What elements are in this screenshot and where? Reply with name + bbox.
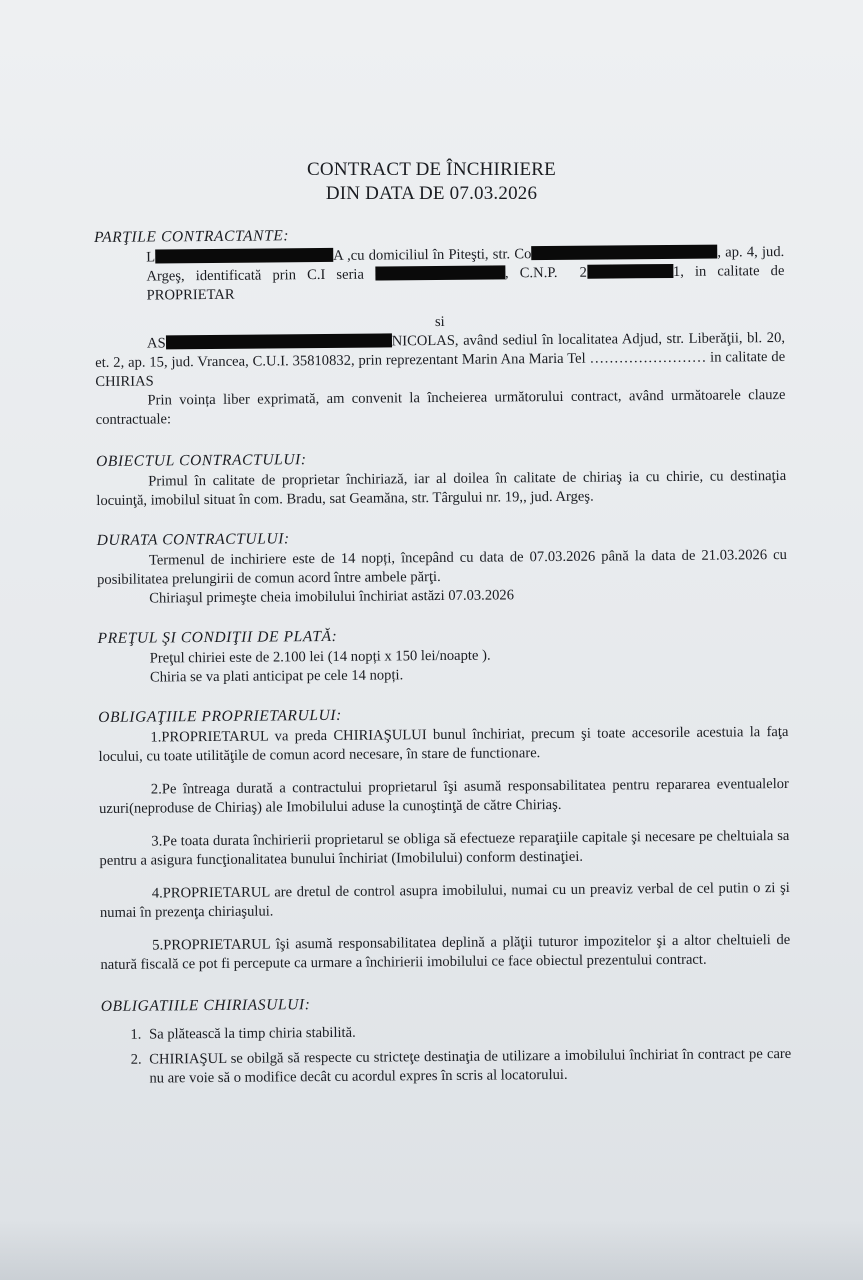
heading-duration: DURATA CONTRACTULUI: [96, 530, 290, 549]
price-text-1: Preţul chiriei este de 2.100 lei (14 nopți x 150 lei/noapte ). [149, 647, 491, 667]
heading-tenant-obligations: OBLIGATIILE CHIRIASULUI: [100, 996, 311, 1015]
party-tenant: AS NICOLAS, având sediul în localitatea Adjud, str. Liberăţii, bl. 20, et. 2, ap. 15, jud. Vrancea, C.U.I. 35810832, prin reprezentant Marin Ana Maria Tel …………………… in calitate de CHIRIAS [95, 329, 786, 390]
redaction-bar [531, 245, 717, 261]
object-text: Primul în calitate de proprietar închiriază, iar al doilea în calitate de chiriaş ia cu chirie, cu destinaţia locuinţă, imobilul situat în com. Bradu, sat Geamăna, str. Târgului nr. 19,, jud. Argeş. [96, 467, 787, 509]
tenant-obligations-list [101, 1020, 792, 1089]
heading-parties: PARŢILE CONTRACTANTE: [94, 227, 290, 246]
title-line-2: DIN DATA DE 07.03.2026 [325, 183, 538, 204]
title-line-1: CONTRACT DE ÎNCHIRIERE [307, 159, 556, 180]
heading-owner-obligations: OBLIGAŢIILE PROPRIETARULUI: [98, 706, 342, 726]
redaction-bar [587, 264, 673, 279]
redaction-bar [166, 333, 392, 349]
page-bottom-shadow [0, 1220, 863, 1280]
tenant-obligation-1: 1. Sa plătească la timp chiria stabilită. [145, 1020, 791, 1045]
redaction-bar [155, 248, 333, 264]
duration-text-2: Chiriaşul primeşte cheia imobilului închiriat astăzi 07.03.2026 [149, 587, 515, 607]
parties-agreement: Prin voința liber exprimată, am convenit la încheierea următorului contract, având următoarele clauze contractuale: [95, 386, 786, 428]
document-title [0, 158, 863, 206]
owner-obligation-3: 3.Pe toata durata închirierii proprietarul se obliga să efectueze reparaţiile capitale şi necesare pe cheltuiala sa pentru a asigura funcţionalitatea bunului închiriat (Imobilului) conform destinaţiei. [99, 827, 790, 869]
owner-obligation-4: 4.PROPRIETARUL are dretul de control asupra imobilului, numai cu un preaviz verbal de cel putin o zi şi numai în prezenţa chiriaşului. [99, 879, 790, 921]
heading-price: PREŢUL ŞI CONDIŢII DE PLATĂ: [97, 627, 338, 647]
owner-obligation-1: 1.PROPRIETARUL va preda CHIRIAŞULUI bunul închiriat, precum şi toate accesorile acestuia la faţa locului, cu toate utilităţile de comun acord necesare, în stare de functionare. [98, 723, 789, 765]
owner-obligation-2: 2.Pe întreaga durată a contractului proprietarul îşi asumă responsabilitatea pentru repararea eventualelor uzuri(neproduse de Chiriaş) ale Imobilului aduse la cunoştinţă de către Chiriaş. [99, 775, 789, 817]
document-body [94, 222, 792, 1095]
duration-text-1: Termenul de inchiriere este de 14 nopți, începând cu data de 07.03.2026 până la data de 21.03.2026 cu posibilitatea prelungirii de comun acord între ambele părţi. [97, 546, 787, 588]
conjunction-si: si [434, 313, 445, 331]
redaction-bar [375, 265, 505, 280]
price-text-2: Chiria se va plati anticipat pe cele 14 nopți. [149, 667, 404, 686]
heading-object: OBIECTUL CONTRACTULUI: [95, 451, 307, 470]
party-owner: L A ,cu domiciliul în Piteşti, str. Co , ap. 4, jud. Argeş, identificată prin C.I seria , C.N.P. 2 1, in calitate de PROPRIETAR [146, 243, 785, 304]
tenant-obligation-2: 2. CHIRIAŞUL se obilgă să respecte cu stricteţe destinaţia de utilizare a imobilului închiriat în contract pe care nu are voie să o modifice decât cu acordul expres în scris al locatorului. [145, 1045, 791, 1089]
owner-obligation-5: 5.PROPRIETARUL îşi asumă responsabilitatea deplină a plăţii tuturor impozitelor şi a altor cheltuieli de natură fiscală ce pot fi percepute ca urmare a închirierii imobilului ce face obiectul prezentului contract. [100, 931, 791, 973]
